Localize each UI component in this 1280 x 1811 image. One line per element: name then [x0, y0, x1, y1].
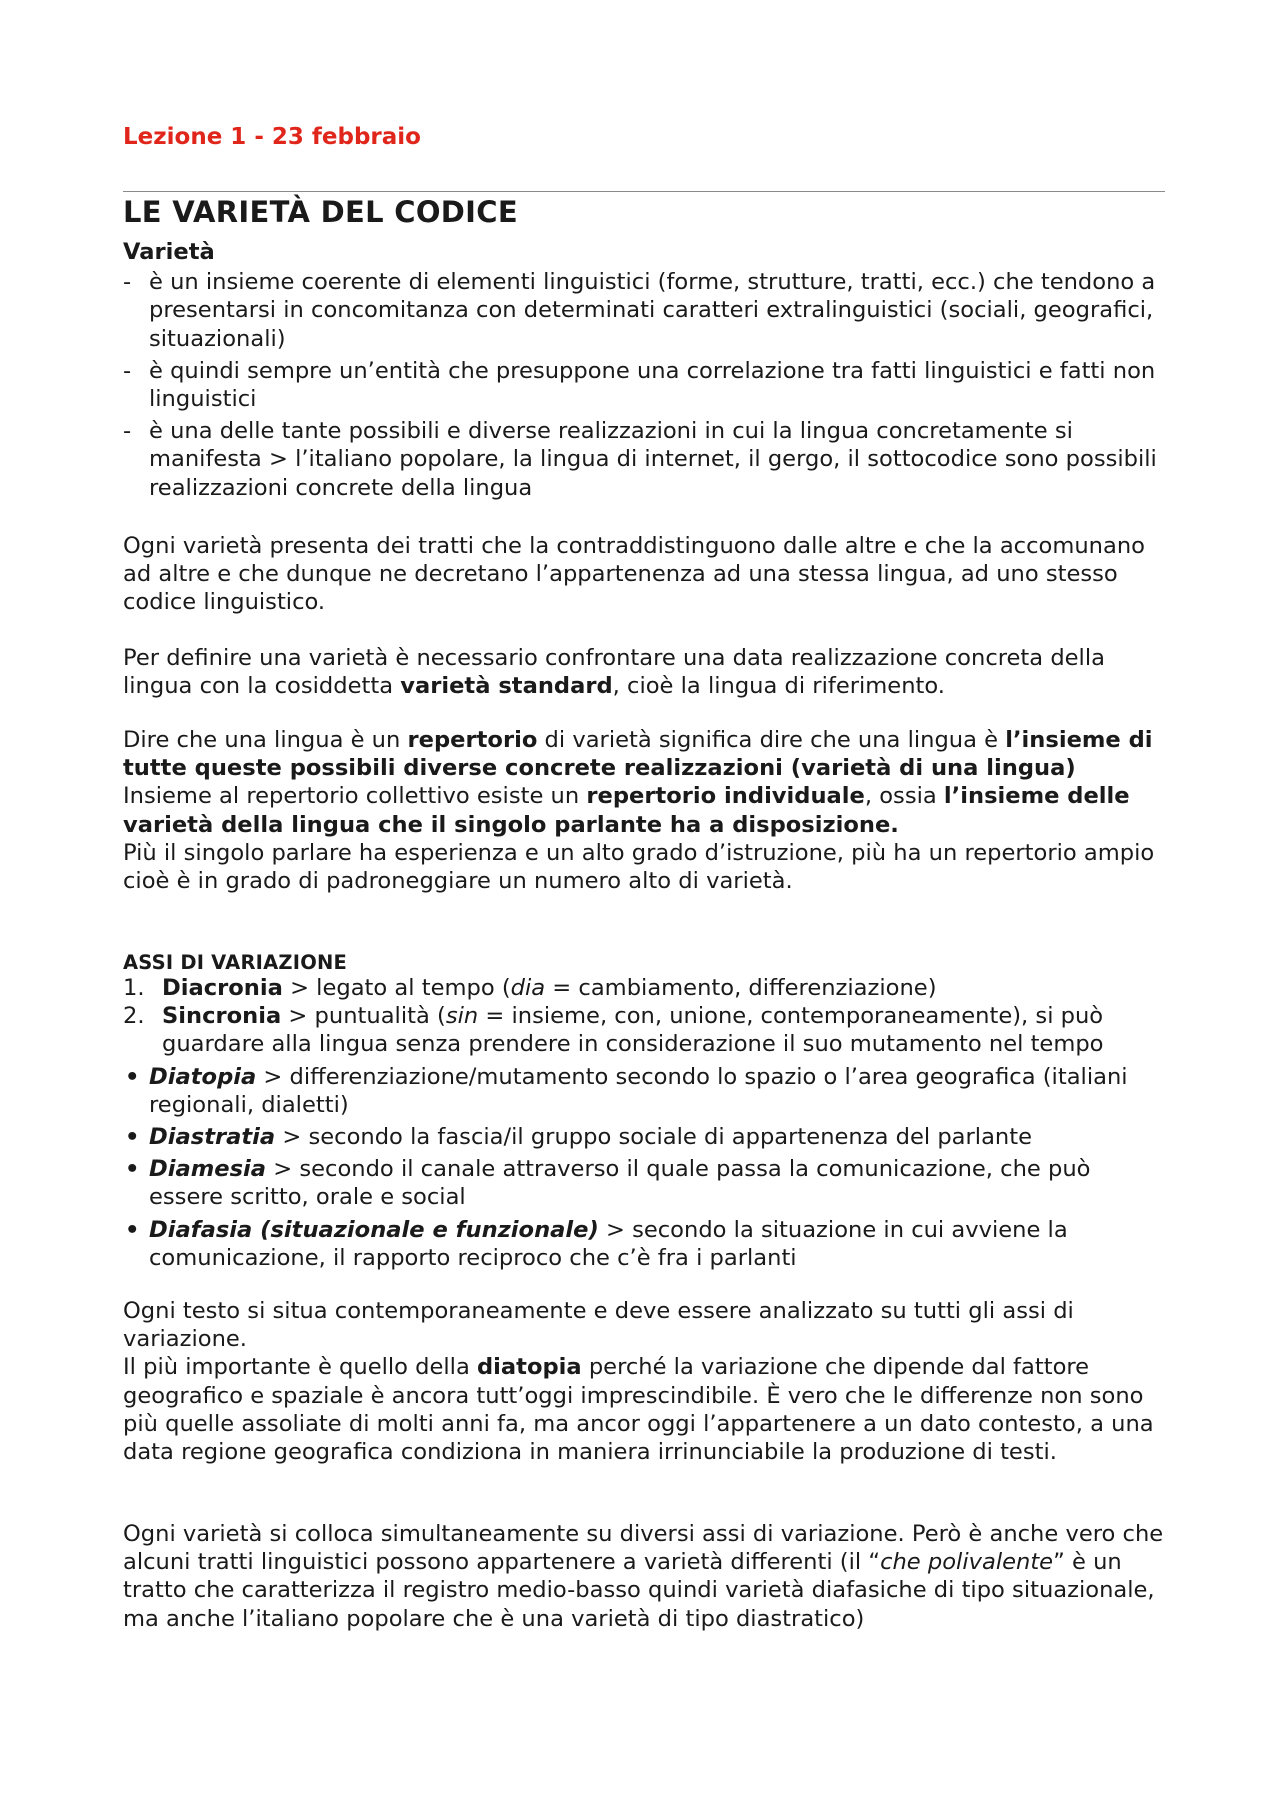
text-span: = cambiamento, differenziazione) [545, 975, 937, 1001]
bullet-icon: • [125, 1216, 140, 1243]
diatopia-line [123, 1353, 1165, 1466]
bullet-icon: • [125, 1063, 140, 1090]
bold-term: repertorio individuale [586, 783, 865, 810]
text-line: Ogni testo si situa contemporaneamente e deve essere analizzato su tutti gli assi di variazione. [123, 1298, 1074, 1353]
varieta-heading: Varietà [123, 239, 215, 265]
bold-term: Diacronia [162, 975, 283, 1001]
text-span: > puntualità ( [281, 1003, 446, 1030]
text-span: > secondo la fascia/il gruppo sociale di appartenenza del parlante [275, 1124, 1033, 1151]
paragraph-3 [123, 726, 1165, 895]
bold-italic-term: Diamesia [149, 1156, 267, 1183]
list-item [123, 1063, 1165, 1119]
list-item [123, 1216, 1165, 1272]
list-item: - è un insieme coerente di elementi linguistici (forme, strutture, tratti, ecc.) che tendono a presentarsi in concomitanza con determinati caratteri extralinguistici (sociali, geografici, situazionali) [123, 268, 1165, 353]
text-span: > secondo la situazione in cui avviene la comunicazione, il rapporto reciproco che c’è fra i parlanti [149, 1216, 1068, 1271]
text-span: Insieme al repertorio collettivo esiste un [123, 783, 587, 810]
list-item [123, 1155, 1165, 1211]
text-span: = insieme, con, unione, contemporaneamente), si può guardare alla lingua senza prendere in considerazione il suo mutamento nel tempo [162, 1003, 1104, 1058]
bold-term: diatopia [476, 1354, 582, 1381]
italic-term: dia [510, 975, 546, 1001]
bold-definition: l’insieme di tutte queste possibili diverse concrete realizzazioni (varietà di una lingua) [123, 727, 1153, 782]
repertorio-line [123, 726, 1165, 782]
text-span: di varietà significa dire che una lingua è [537, 727, 1006, 753]
lesson-heading: Lezione 1 - 23 febbraio [123, 124, 421, 150]
assi-section [123, 950, 1165, 1276]
list-item [123, 1002, 1165, 1058]
assi-bullet-list [123, 1063, 1165, 1272]
assi-heading: ASSI DI VARIAZIONE [123, 951, 348, 974]
text-span: > differenziazione/mutamento secondo lo spazio o l’area geografica (italiani regionali, dialetti) [149, 1063, 1128, 1118]
text-span: Dire che una lingua è un [123, 727, 408, 753]
individuale-line [123, 782, 1165, 838]
page-title: LE VARIETÀ DEL CODICE [123, 195, 518, 229]
bold-term: Sincronia [162, 1003, 282, 1030]
text-span: Il più importante è quello della [123, 1354, 477, 1381]
paragraph-1: Ogni varietà presenta dei tratti che la contraddistinguono dalle altre e che la accomunano ad altre e che dunque ne decretano l’appartenenza ad una stessa lingua, ad uno stesso codice linguistico. [123, 533, 1145, 616]
list-item [123, 1123, 1165, 1151]
varieta-section [123, 238, 1165, 506]
paragraph-4 [123, 1297, 1165, 1466]
item-number: 1. [123, 975, 145, 1001]
text-span: , ossia [864, 783, 944, 810]
bold-italic-term: Diafasia (situazionale e funzionale) [149, 1216, 599, 1243]
bullet-icon: • [125, 1156, 140, 1183]
bold-italic-term: Diastratia [149, 1124, 276, 1151]
varieta-list [123, 268, 1165, 502]
paragraph-5 [123, 1520, 1165, 1633]
italic-term: sin [445, 1003, 479, 1030]
text-span: Ogni varietà si colloca simultaneamente su diversi assi di variazione. Però è anche vero che alcuni tratti linguistici possono appartenere a varietà differenti (il “ [123, 1521, 1164, 1576]
list-item [123, 974, 1165, 1002]
bold-definition: l’insieme delle varietà della lingua che il singolo parlante ha a disposizione. [123, 783, 1130, 838]
bold-term: repertorio [407, 727, 538, 753]
assi-numbered-list [123, 974, 1165, 1059]
text-span: , cioè la lingua di riferimento. [612, 673, 945, 700]
italic-term: che polivalente [880, 1549, 1054, 1576]
text-span: perché la variazione che dipende dal fattore geografico e spaziale è ancora tutt’oggi imprescindibile. È vero che le differenze non sono più quelle assoliate di molti anni fa, ma ancor oggi l’appartenere a un dato contesto, a una data regione geografica condiziona in maniera irrinunciabile la produzione di testi. [123, 1354, 1154, 1466]
text-span: > legato al tempo ( [282, 975, 511, 1001]
paragraph-2 [123, 644, 1165, 700]
text-span: Per definire una varietà è necessario confrontare una data realizzazione concreta della lingua con la cosiddetta [123, 645, 1105, 700]
text-span: ” è un tratto che caratterizza il registro medio-basso quindi varietà diafasiche di tipo situazionale, ma anche l’italiano popolare che è una varietà di tipo diastratico) [123, 1549, 1155, 1632]
list-item: - è una delle tante possibili e diverse realizzazioni in cui la lingua concretamente si manifesta > l’italiano popolare, la lingua di internet, il gergo, il sottocodice sono possibili realizzazioni concrete della lingua [123, 417, 1165, 502]
title-rule [123, 191, 1165, 192]
item-number: 2. [123, 1003, 145, 1030]
list-item: - è quindi sempre un’entità che presuppone una correlazione tra fatti linguistici e fatti non linguistici [123, 357, 1165, 413]
bold-italic-term: Diatopia [149, 1063, 257, 1090]
bold-term: varietà standard [400, 673, 613, 700]
esperienza-line: Più il singolo parlare ha esperienza e un alto grado d’istruzione, più ha un repertorio ampio cioè è in grado di padroneggiare un numero alto di varietà. [123, 839, 1155, 895]
bullet-icon: • [125, 1124, 140, 1151]
text-span: > secondo il canale attraverso il quale passa la comunicazione, che può essere scritto, orale e social [149, 1156, 1091, 1211]
